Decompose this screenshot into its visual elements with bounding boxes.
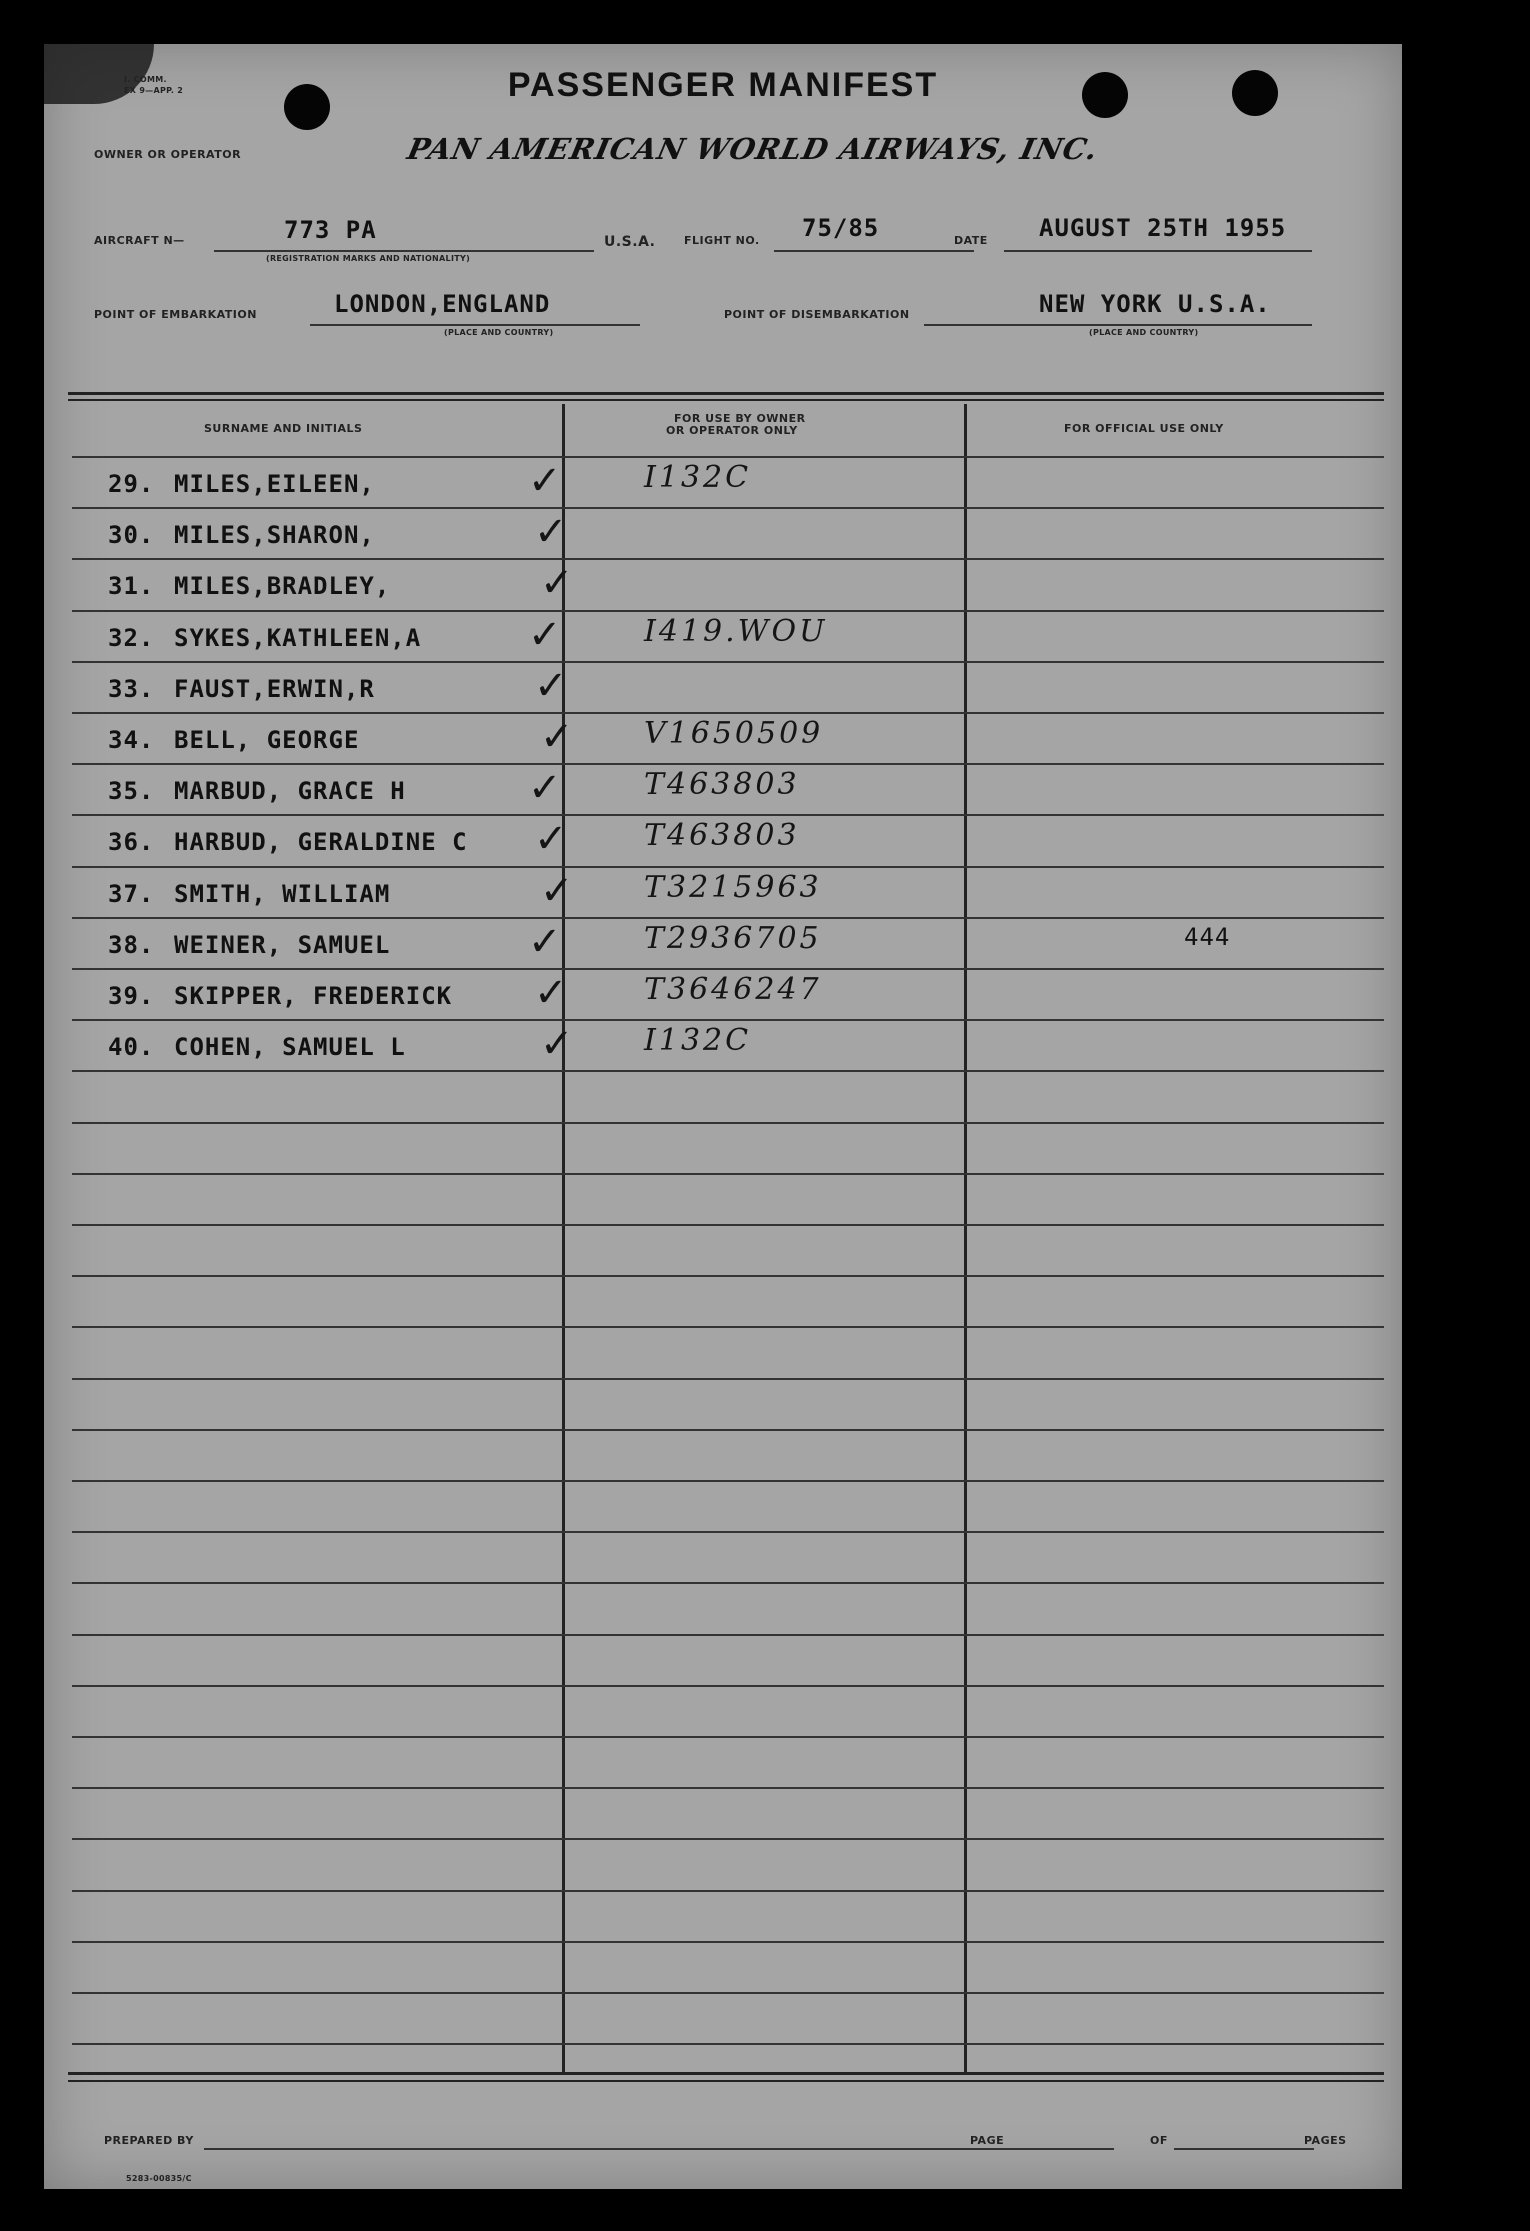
passenger-row (44, 919, 1402, 975)
manifest-sheet (44, 44, 1402, 2189)
owner-column-header: FOR USE BY OWNER (674, 412, 806, 425)
ruled-line (72, 1582, 1384, 1584)
embarkation-value: LONDON,ENGLAND (334, 290, 551, 318)
form-number: 5283-00835/C (126, 2174, 192, 2183)
check-mark: ✓ (534, 663, 568, 709)
airline-name: PAN AMERICAN WORLD AIRWAYS, INC. (404, 132, 1102, 166)
page-label: PAGE (970, 2134, 1005, 2147)
check-mark: ✓ (528, 612, 562, 658)
flight-label: FLIGHT NO. (684, 234, 760, 247)
passenger-number: 40. (108, 1033, 155, 1061)
owner-note: I419.WOU (644, 614, 828, 649)
passenger-name: SMITH, WILLIAM (174, 880, 391, 908)
passenger-name: MILES,BRADLEY, (174, 572, 391, 600)
check-mark: ✓ (540, 560, 574, 606)
date-label: DATE (954, 234, 988, 247)
ruled-line (72, 1480, 1384, 1482)
of-label: OF (1150, 2134, 1168, 2147)
ruled-line (72, 1326, 1384, 1328)
check-mark: ✓ (534, 970, 568, 1016)
owner-note: T3646247 (644, 972, 822, 1007)
passenger-row (44, 1021, 1402, 1077)
disembarkation-value: NEW YORK U.S.A. (1039, 290, 1271, 318)
check-mark: ✓ (540, 1021, 574, 1067)
surname-column-header: SURNAME AND INITIALS (204, 422, 363, 435)
passenger-number: 29. (108, 470, 155, 498)
passenger-row (44, 560, 1402, 616)
ruled-line (72, 1122, 1384, 1124)
passenger-row (44, 970, 1402, 1026)
passenger-number: 38. (108, 931, 155, 959)
form-title: PASSENGER MANIFEST (507, 66, 939, 104)
pages-label: PAGES (1304, 2134, 1347, 2147)
passenger-name: HARBUD, GERALDINE C (174, 828, 468, 856)
aircraft-label: AIRCRAFT N— (94, 234, 185, 247)
passenger-row (44, 816, 1402, 872)
form-code-line: EX 9—APP. 2 (124, 86, 184, 95)
passenger-name: SYKES,KATHLEEN,A (174, 624, 422, 652)
passenger-name: FAUST,ERWIN,R (174, 675, 375, 703)
passenger-number: 35. (108, 777, 155, 805)
aircraft-sublabel: (REGISTRATION MARKS AND NATIONALITY) (266, 254, 471, 263)
ruled-line (72, 1378, 1384, 1380)
check-mark: ✓ (534, 509, 568, 555)
owner-note: V1650509 (644, 716, 824, 751)
owner-note: T2936705 (644, 921, 822, 956)
owner-note: T3215963 (644, 870, 822, 905)
passenger-name: MILES,EILEEN, (174, 470, 375, 498)
embarkation-label: POINT OF EMBARKATION (94, 308, 257, 321)
check-mark: ✓ (540, 714, 574, 760)
check-mark: ✓ (528, 919, 562, 965)
ruled-line (72, 1941, 1384, 1943)
ruled-line (72, 1736, 1384, 1738)
date-value: AUGUST 25TH 1955 (1039, 214, 1287, 242)
passenger-number: 36. (108, 828, 155, 856)
passenger-number: 39. (108, 982, 155, 1010)
owner-label: OWNER OR OPERATOR (94, 148, 242, 161)
passenger-number: 37. (108, 880, 155, 908)
ruled-line (72, 2043, 1384, 2045)
embarkation-sublabel: (PLACE AND COUNTRY) (444, 328, 554, 337)
official-note: 444 (1184, 923, 1231, 951)
passenger-name: SKIPPER, FREDERICK (174, 982, 453, 1010)
owner-note: I132C (644, 1023, 752, 1058)
owner-note: T463803 (644, 767, 800, 802)
ruled-line (72, 1890, 1384, 1892)
passenger-name: WEINER, SAMUEL (174, 931, 391, 959)
passenger-number: 32. (108, 624, 155, 652)
owner-note: I132C (644, 460, 752, 495)
passenger-row (44, 612, 1402, 668)
ruled-line (72, 1531, 1384, 1533)
prepared-by-label: PREPARED BY (104, 2134, 194, 2147)
check-mark: ✓ (534, 816, 568, 862)
passenger-number: 30. (108, 521, 155, 549)
ruled-line (72, 1173, 1384, 1175)
ruled-line (72, 1838, 1384, 1840)
ruled-line (72, 1787, 1384, 1789)
check-mark: ✓ (540, 868, 574, 914)
passenger-number: 31. (108, 572, 155, 600)
form-code-line: I. COMM. (124, 75, 167, 84)
ruled-line (72, 1429, 1384, 1431)
ruled-line (72, 1634, 1384, 1636)
check-mark: ✓ (528, 765, 562, 811)
passenger-row (44, 458, 1402, 514)
usa-label: U.S.A. (604, 234, 656, 250)
aircraft-value: 773 PA (284, 216, 377, 244)
official-column-header: FOR OFFICIAL USE ONLY (1064, 422, 1224, 435)
passenger-row (44, 868, 1402, 924)
passenger-row (44, 714, 1402, 770)
ruled-line (72, 1224, 1384, 1226)
owner-column-header-2: OR OPERATOR ONLY (666, 424, 798, 437)
passenger-row (44, 663, 1402, 719)
flight-value: 75/85 (802, 214, 880, 242)
ruled-line (72, 1992, 1384, 1994)
ruled-line (72, 456, 1384, 458)
passenger-number: 34. (108, 726, 155, 754)
disembarkation-label: POINT OF DISEMBARKATION (724, 308, 910, 321)
passenger-name: BELL, GEORGE (174, 726, 360, 754)
passenger-row (44, 509, 1402, 565)
passenger-name: COHEN, SAMUEL L (174, 1033, 406, 1061)
check-mark: ✓ (528, 458, 562, 504)
passenger-name: MARBUD, GRACE H (174, 777, 406, 805)
ruled-line (72, 1685, 1384, 1687)
ruled-line (72, 1275, 1384, 1277)
owner-note: T463803 (644, 818, 800, 853)
disembarkation-sublabel: (PLACE AND COUNTRY) (1089, 328, 1199, 337)
passenger-number: 33. (108, 675, 155, 703)
passenger-row (44, 765, 1402, 821)
passenger-name: MILES,SHARON, (174, 521, 375, 549)
